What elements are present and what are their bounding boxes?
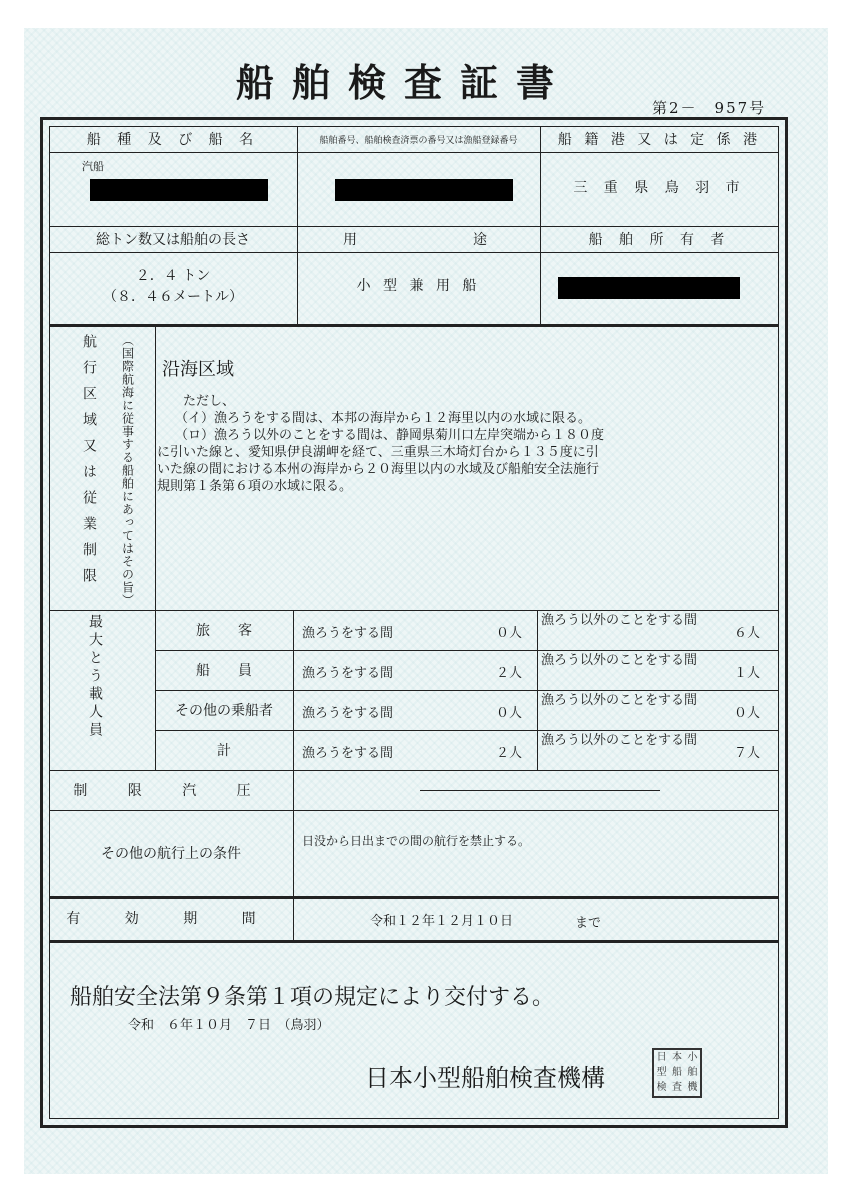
col-divider bbox=[537, 610, 538, 770]
col-divider bbox=[155, 324, 156, 610]
max-persons-label: 最大とう載人員 bbox=[87, 614, 103, 740]
note-line: いた線の間における本州の海岸から２０海里以内の水域及び船舶安全法施行 bbox=[157, 462, 600, 477]
fishing-label: 漁ろうをする間 bbox=[302, 706, 394, 721]
home-port-value: 三 重 県 鳥 羽 市 bbox=[573, 180, 746, 196]
tonnage-value: ２．４ トン bbox=[135, 268, 211, 284]
seal-char: 機 bbox=[687, 1082, 698, 1094]
fishing-label: 漁ろうをする間 bbox=[302, 746, 394, 761]
note-line: ただし、 bbox=[183, 394, 236, 409]
other-label: 漁ろう以外のことをする間 bbox=[541, 733, 698, 748]
redacted-ship-number bbox=[335, 179, 513, 201]
crew-category: 計 bbox=[217, 743, 231, 759]
other-count: ０人 bbox=[734, 706, 761, 721]
crew-category: その他の乗船者 bbox=[175, 703, 273, 719]
other-count: ６人 bbox=[734, 626, 761, 641]
header-owner: 船 舶 所 有 者 bbox=[588, 232, 731, 248]
navigation-area-label: 航行区域又は従業制限 bbox=[81, 334, 97, 594]
seal-char: 船 bbox=[671, 1066, 682, 1078]
issuing-organization: 日本小型船舶検査機構 bbox=[365, 1064, 605, 1092]
seal-char: 型 bbox=[656, 1066, 667, 1078]
redacted-ship-name bbox=[90, 179, 268, 201]
validity-suffix: まで bbox=[575, 916, 602, 931]
note-line: （ロ）漁ろう以外のことをする間は、静岡県菊川口左岸突端から１８０度 bbox=[175, 428, 605, 443]
row-divider bbox=[49, 252, 779, 253]
row-divider bbox=[49, 940, 779, 943]
other-label: 漁ろう以外のことをする間 bbox=[541, 693, 698, 708]
seal-char: 検 bbox=[656, 1082, 667, 1094]
other-count: ７人 bbox=[734, 746, 761, 761]
col-divider bbox=[540, 126, 541, 324]
pressure-label: 制 限 汽 圧 bbox=[73, 783, 269, 799]
row-divider bbox=[49, 324, 779, 327]
fishing-label: 漁ろうをする間 bbox=[302, 626, 394, 641]
document-title: 船舶検査証書 bbox=[236, 60, 573, 105]
col-divider bbox=[293, 770, 294, 940]
ship-type: 汽船 bbox=[82, 160, 104, 173]
crew-category: 船 員 bbox=[196, 663, 252, 679]
conditions-label-text: その他の航行上の条件 bbox=[101, 846, 241, 862]
navigation-area-name: 沿海区域 bbox=[162, 359, 234, 380]
seal-char: 査 bbox=[671, 1082, 682, 1094]
row-divider bbox=[49, 152, 779, 153]
header-ship-number: 船舶番号、船舶検査済票の番号又は漁船登録番号 bbox=[319, 135, 518, 146]
fishing-count: ０人 bbox=[496, 626, 523, 641]
validity-label: 有 効 期 間 bbox=[66, 911, 276, 927]
seal-char: 舶 bbox=[687, 1066, 698, 1078]
redacted-owner bbox=[558, 277, 740, 299]
other-label: 漁ろう以外のことをする間 bbox=[541, 613, 698, 628]
note-line: （イ）漁ろうをする間は、本邦の海岸から１２海里以内の水域に限る。 bbox=[175, 411, 592, 426]
issuance-date: 令和 ６年１０月 ７日 （鳥羽） bbox=[128, 1018, 330, 1033]
fishing-count: ２人 bbox=[496, 666, 523, 681]
certificate-number: 第2－ 957号 bbox=[652, 99, 767, 117]
length-value: （８．４６メートル） bbox=[103, 289, 243, 305]
other-count: １人 bbox=[734, 666, 761, 681]
col-divider bbox=[293, 610, 294, 770]
crew-category: 旅 客 bbox=[196, 623, 252, 639]
pressure-blank-line bbox=[420, 790, 660, 791]
fishing-label: 漁ろうをする間 bbox=[302, 666, 394, 681]
seal-char: 日 bbox=[656, 1051, 667, 1063]
official-seal bbox=[652, 1048, 702, 1098]
header-home-port: 船 籍 港 又 は 定 係 港 bbox=[557, 132, 762, 148]
fishing-count: ２人 bbox=[496, 746, 523, 761]
conditions-value: 日没から日出までの間の航行を禁止する。 bbox=[302, 834, 531, 848]
other-label: 漁ろう以外のことをする間 bbox=[541, 653, 698, 668]
header-tonnage: 総トン数又は船舶の長さ bbox=[96, 232, 250, 248]
validity-date: 令和１２年１２月１０日 bbox=[370, 914, 514, 929]
fishing-count: ０人 bbox=[496, 706, 523, 721]
note-line: に引いた線と、愛知県伊良湖岬を経て、三重県三木埼灯台から１３５度に引 bbox=[157, 445, 599, 460]
seal-char: 本 bbox=[671, 1051, 682, 1063]
header-use-left: 用 bbox=[343, 232, 357, 248]
navigation-area-sublabel: （国際航海に従事する船舶にあってはその旨） bbox=[120, 334, 135, 607]
note-line: 規則第１条第６項の水域に限る。 bbox=[157, 479, 353, 494]
navigation-area-notes bbox=[157, 393, 725, 495]
seal-char: 小 bbox=[687, 1051, 698, 1063]
use-value: 小 型 兼 用 船 bbox=[356, 278, 481, 294]
header-ship-type-name: 船 種 及 び 船 名 bbox=[86, 132, 260, 148]
header-use-right: 途 bbox=[473, 232, 487, 248]
issuance-statement: 船舶安全法第９条第１項の規定により交付する。 bbox=[70, 985, 555, 1010]
